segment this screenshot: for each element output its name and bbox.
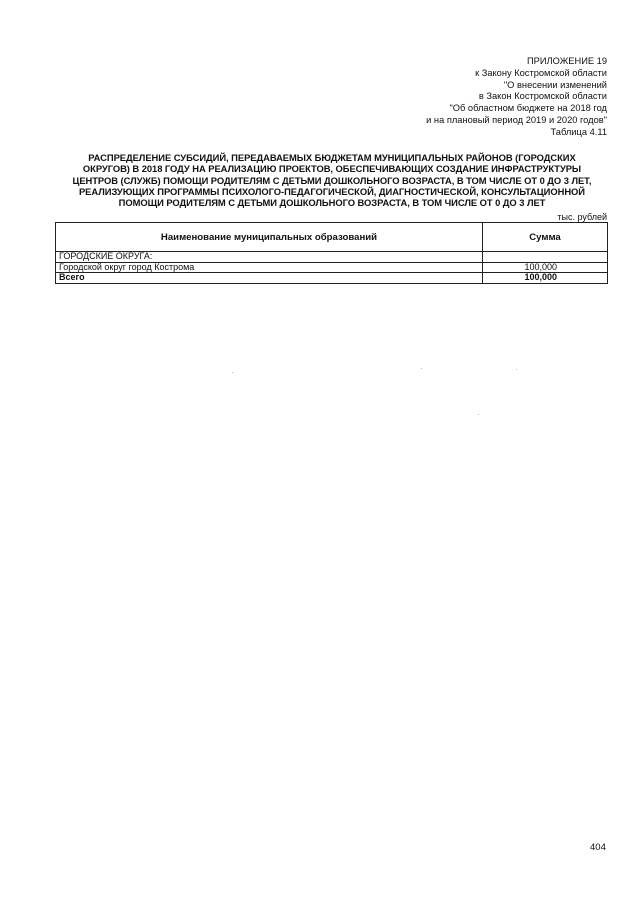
row-sum: 100,000 — [483, 262, 608, 273]
subsidy-table — [55, 222, 608, 284]
scan-speck — [421, 368, 422, 369]
table-row — [56, 252, 608, 263]
appendix-line: ПРИЛОЖЕНИЕ 19 — [527, 56, 607, 66]
row-sum — [483, 252, 608, 263]
table-header-row — [56, 223, 608, 252]
appendix-line: и на плановый период 2019 и 2020 годов" — [426, 114, 607, 125]
table-row — [56, 262, 608, 273]
document-title — [52, 152, 612, 208]
row-name: Городской округ город Кострома — [56, 262, 483, 273]
header-sum: Сумма — [483, 223, 608, 252]
header-name: Наименование муниципальных образований — [56, 223, 483, 252]
page-number: 404 — [590, 842, 606, 853]
appendix-line: "Об областном бюджете на 2018 год — [449, 103, 607, 114]
appendix-line: к Закону Костромской области — [475, 67, 607, 78]
title-line: РЕАЛИЗУЮЩИХ ПРОГРАММЫ ПСИХОЛОГО-ПЕДАГОГИЧЕСКОЙ, ДИАГНОСТИЧЕСКОЙ, КОНСУЛЬТАЦИОННОЙ — [78, 185, 585, 197]
units-label: тыс. рублей — [557, 212, 607, 222]
title-line: ОКРУГОВ) В 2018 ГОДУ НА РЕАЛИЗАЦИЮ ПРОЕКТОВ, ОБЕСПЕЧИВАЮЩИХ СОЗДАНИЕ ИНФРАСТРУКТУРЫ — [82, 163, 582, 175]
total-sum: 100,000 — [483, 273, 608, 284]
table-total-row — [56, 273, 608, 284]
total-label: Всего — [56, 273, 483, 284]
title-line: РАСПРЕДЕЛЕНИЕ СУБСИДИЙ, ПЕРЕДАВАЕМЫХ БЮДЖЕТАМ МУНИЦИПАЛЬНЫХ РАЙОНОВ (ГОРОДСКИХ — [88, 152, 576, 163]
table-number: Таблица 4.11 — [550, 126, 607, 137]
row-name: ГОРОДСКИЕ ОКРУГА: — [56, 252, 483, 263]
scan-speck — [478, 414, 479, 415]
appendix-line: "О внесении изменений — [503, 79, 607, 90]
appendix-header — [277, 56, 607, 139]
title-line: ПОМОЩИ РОДИТЕЛЯМ С ДЕТЬМИ ДОШКОЛЬНОГО ВОЗРАСТА, В ТОМ ЧИСЛЕ ОТ 0 ДО 3 ЛЕТ — [118, 197, 546, 209]
scan-speck — [516, 369, 517, 370]
appendix-line: в Закон Костромской области — [478, 91, 607, 102]
title-line: ЦЕНТРОВ (СЛУЖБ) ПОМОЩИ РОДИТЕЛЯМ С ДЕТЬМИ ДОШКОЛЬНОГО ВОЗРАСТА, В ТОМ ЧИСЛЕ ОТ 0 ДО 3 ЛЕТ, — [72, 174, 592, 186]
scan-speck — [232, 372, 233, 373]
